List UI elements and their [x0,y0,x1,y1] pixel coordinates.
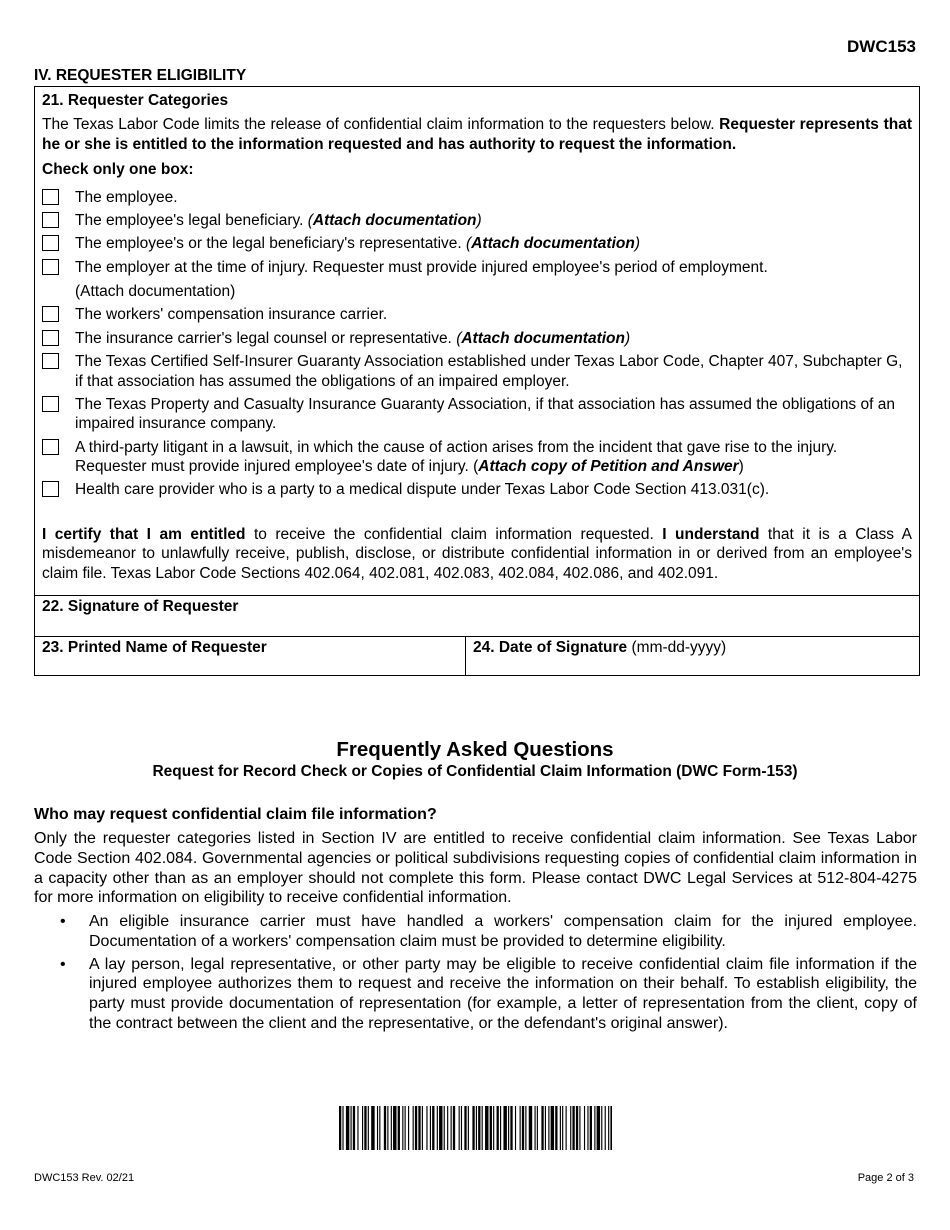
barcode-icon [339,1106,612,1150]
date-format-hint: (mm-dd-yyyy) [627,638,727,656]
option-label: The workers' compensation insurance carrier. [75,306,388,324]
bullet-icon: • [60,955,66,973]
faq-question: Who may request confidential claim file information? [34,806,437,823]
certify-bold: I certify that I am entitled [42,525,246,543]
bullet-text: A lay person, legal representative, or other party may be eligible to receive confidential claim file information if the injured employee authorizes them to request and receive the information on their behalf. To establish eligibility, the party must provide documentation of representation (for example, a letter of representation from the client, copy of the contract between the client and the representative, or the defendant's original answer). [89,955,917,1033]
certify-text: that it is a Class A misdemeanor to unlawfully receive, publish, disclose, or distribute confidential information in or derived from an employee's claim file. Texas Labor Code Sections 402.064, 402.081, 402.083, 402.084, 402.086, and 402.091. [42,525,912,582]
option-carrier-counsel [42,329,912,348]
option-text: The employee's or the legal beneficiary's representative. [75,235,467,253]
checkbox-legal-beneficiary[interactable] [42,212,59,228]
faq-title: Frequently Asked Questions [336,738,614,761]
date-of-signature-field[interactable] [466,637,919,675]
checkbox-employee[interactable] [42,189,59,205]
attach-note: Attach documentation [461,329,625,347]
faq-bullet-list [34,912,917,1037]
signature-label: 22. Signature of Requester [42,597,239,615]
check-only-one-label: Check only one box: [42,161,194,179]
option-text: The employee's legal beneficiary. [75,211,308,229]
attach-note: Attach documentation [80,283,231,300]
checkbox-guaranty-association[interactable] [42,396,59,412]
attach-note: Attach copy of Petition and Answer [478,458,739,475]
checkbox-carrier-counsel[interactable] [42,330,59,346]
category-options [42,188,912,500]
page-number: Page 2 of 3 [857,1172,914,1184]
bullet-text: An eligible insurance carrier must have handled a workers' compensation claim for the injured employee. Documentation of a workers' compensation claim must be provided to determine eligibility. [89,913,917,950]
form-id: DWC153 [847,37,916,56]
checkbox-employer[interactable] [42,259,59,275]
option-label: A third-party litigant in a lawsuit, in which the cause of action arises from the incident that gave rise to the injury. Requester must provide injured employee's date of injury. (Attach copy of Petition and Answer) [75,438,838,475]
checkbox-third-party-litigant[interactable] [42,439,59,455]
requester-eligibility-box [34,86,920,676]
option-employer [42,258,912,277]
form-revision: DWC153 Rev. 02/21 [34,1172,135,1184]
option-legal-beneficiary [42,211,912,230]
printed-name-field[interactable] [35,637,466,675]
intro-bold-text: Requester represents that he or she is entitled to the information requested and has authority to request the information. [42,116,912,153]
faq-subtitle: Request for Record Check or Copies of Confidential Claim Information (DWC Form-153) [152,763,798,780]
option-label: The employee's or the legal beneficiary's representative. (Attach documentation) [75,235,641,253]
bullet-icon: • [60,913,66,930]
understand-bold: I understand [662,525,760,543]
option-text: The insurance carrier's legal counsel or representative. [75,329,457,347]
option-label: The insurance carrier's legal counsel or representative. (Attach documentation) [75,329,631,347]
signature-field[interactable] [35,595,919,636]
checkbox-self-insurer-association[interactable] [42,353,59,369]
intro-text: The Texas Labor Code limits the release of confidential claim information to the requesters below. [42,116,720,134]
option-label: The Texas Property and Casualty Insurance Guaranty Association, if that association has assumed the obligations of an impaired insurance company. [75,395,895,433]
certification-statement [42,525,912,583]
attach-note: Attach documentation [471,235,635,253]
printed-name-label: 23. Printed Name of Requester [42,638,267,656]
option-self-insurer-association [42,352,912,391]
name-date-row [35,636,919,675]
checkbox-representative[interactable] [42,235,59,251]
option-label: The employee. [75,188,178,206]
option-label: The Texas Certified Self-Insurer Guaranty Association established under Texas Labor Code, Chapter 407, Subchapter G, if that association has assumed the obligations of an impaired employer. [75,353,903,390]
option-label: The employer at the time of injury. Requester must provide injured employee's period of employment. [75,258,768,276]
faq-answer: Only the requester categories listed in Section IV are entitled to receive confidential claim information. See Texas Labor Code Section 402.084. Governmental agencies or political subdivisions requesting copies of confidential claim information in a capacity other than as an employer should not complete this form. Please contact DWC Legal Services at 512-804-4275 for more information on eligibility to receive confidential information. [34,830,917,907]
certify-text: to receive the confidential claim information requested. [245,525,663,543]
option-employer-attach: (Attach documentation) [75,283,236,300]
attach-note: Attach documentation [312,211,477,229]
checkbox-health-care-provider[interactable] [42,481,59,497]
requester-categories-cell [35,87,919,595]
section-title: IV. REQUESTER ELIGIBILITY [34,67,247,84]
option-label: Health care provider who is a party to a medical dispute under Texas Labor Code Section 413.031(c). [75,481,770,499]
option-label: The employee's legal beneficiary. (Attach documentation) [75,211,482,229]
option-health-care-provider [42,480,912,499]
list-item [34,955,917,1034]
requester-categories-title: 21. Requester Categories [42,92,229,109]
option-employee [42,188,912,207]
option-third-party-litigant [42,438,912,477]
option-insurance-carrier [42,305,912,324]
list-item [34,912,917,952]
checkbox-insurance-carrier[interactable] [42,306,59,322]
option-text: A third-party litigant in a lawsuit, in which the cause of action arises from the incident that gave rise to the injury. Requester must provide injured employee's date of injury. ( [75,438,838,475]
option-guaranty-association [42,395,912,434]
date-label: 24. Date of Signature [473,638,628,656]
option-representative [42,234,912,253]
categories-intro [42,115,912,154]
